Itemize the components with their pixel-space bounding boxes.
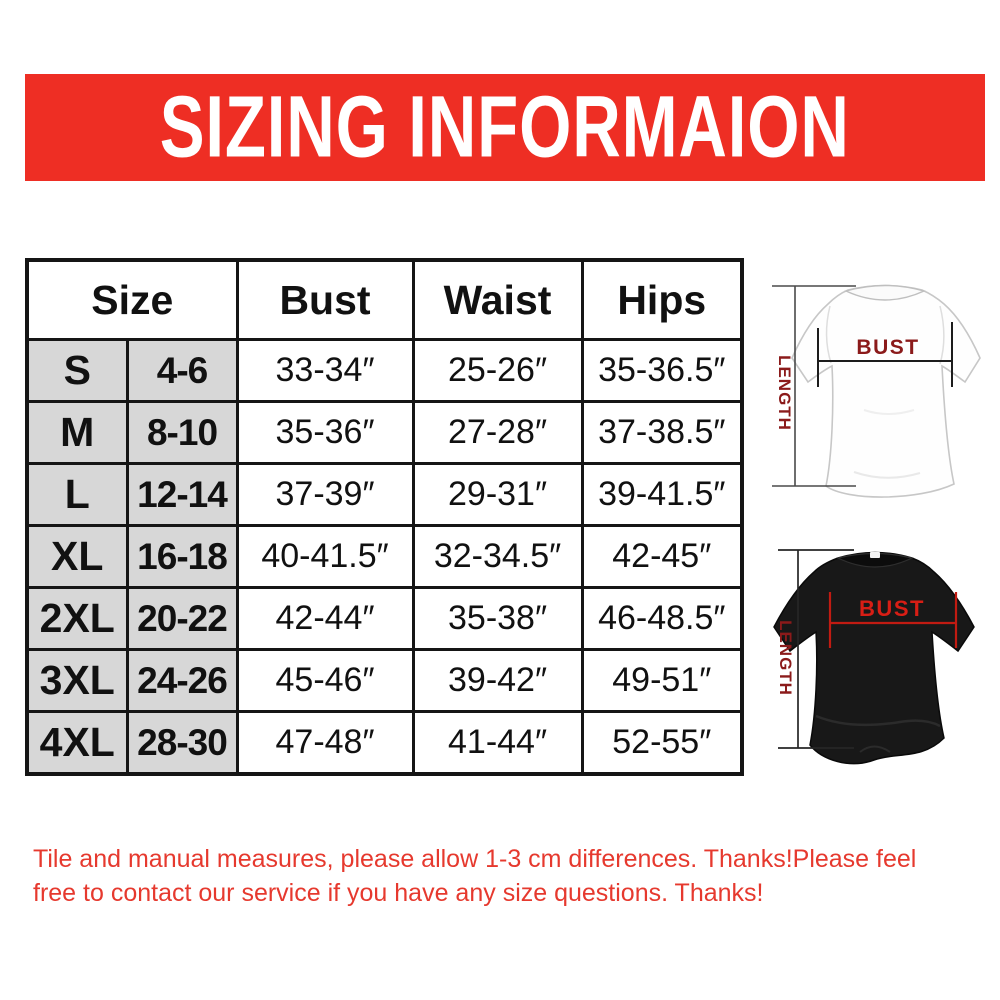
table-row-s [27, 340, 742, 402]
bust-value: 37-39″ [237, 464, 413, 526]
white-length-label: LENGTH [775, 355, 794, 431]
size-label: 4XL [27, 712, 127, 775]
hips-value: 39-41.5″ [582, 464, 742, 526]
hips-value: 46-48.5″ [582, 588, 742, 650]
size-label: S [27, 340, 127, 402]
footer-note [33, 842, 973, 910]
collar-tag [870, 552, 880, 558]
hips-value: 37-38.5″ [582, 402, 742, 464]
bust-value: 47-48″ [237, 712, 413, 775]
bust-value: 33-34″ [237, 340, 413, 402]
bust-value: 42-44″ [237, 588, 413, 650]
black-tshirt-image [774, 552, 974, 764]
waist-value: 32-34.5″ [413, 526, 582, 588]
hips-value: 35-36.5″ [582, 340, 742, 402]
bust-value: 45-46″ [237, 650, 413, 712]
size-range: 8-10 [127, 402, 237, 464]
size-label: XL [27, 526, 127, 588]
waist-value: 27-28″ [413, 402, 582, 464]
footer-line-1: Tile and manual measures, please allow 1-3 cm differences. Thanks!Please feel [33, 845, 917, 873]
size-range: 24-26 [127, 650, 237, 712]
waist-value: 29-31″ [413, 464, 582, 526]
size-label: 2XL [27, 588, 127, 650]
size-range: 12-14 [127, 464, 237, 526]
size-range: 4-6 [127, 340, 237, 402]
sizing-banner [25, 74, 985, 181]
waist-value: 25-26″ [413, 340, 582, 402]
white-shirt-diagram [768, 260, 996, 510]
banner-title: SIZING INFORMAION [159, 78, 851, 176]
hips-value: 42-45″ [582, 526, 742, 588]
size-range: 16-18 [127, 526, 237, 588]
black-bust-label: BUST [859, 596, 925, 621]
black-shirt-diagram [750, 516, 998, 786]
header-size: Size [27, 260, 237, 340]
size-range: 28-30 [127, 712, 237, 775]
table-row-m [27, 402, 742, 464]
hips-value: 49-51″ [582, 650, 742, 712]
waist-value: 35-38″ [413, 588, 582, 650]
bust-value: 35-36″ [237, 402, 413, 464]
header-hips: Hips [582, 260, 742, 340]
footer-line-2: free to contact our service if you have any size questions. Thanks! [33, 879, 764, 907]
waist-value: 39-42″ [413, 650, 582, 712]
table-row-xl [27, 526, 742, 588]
table-row-4xl [27, 712, 742, 775]
table-row-l [27, 464, 742, 526]
table-header-row [27, 260, 742, 340]
black-length-label: LENGTH [776, 620, 795, 696]
size-range: 20-22 [127, 588, 237, 650]
table-row-3xl [27, 650, 742, 712]
hips-value: 52-55″ [582, 712, 742, 775]
table-row-2xl [27, 588, 742, 650]
size-table [25, 258, 744, 776]
waist-value: 41-44″ [413, 712, 582, 775]
size-label: 3XL [27, 650, 127, 712]
bust-value: 40-41.5″ [237, 526, 413, 588]
white-bust-label: BUST [856, 336, 920, 359]
header-bust: Bust [237, 260, 413, 340]
size-label: M [27, 402, 127, 464]
white-tshirt-image [792, 286, 980, 498]
header-waist: Waist [413, 260, 582, 340]
size-label: L [27, 464, 127, 526]
